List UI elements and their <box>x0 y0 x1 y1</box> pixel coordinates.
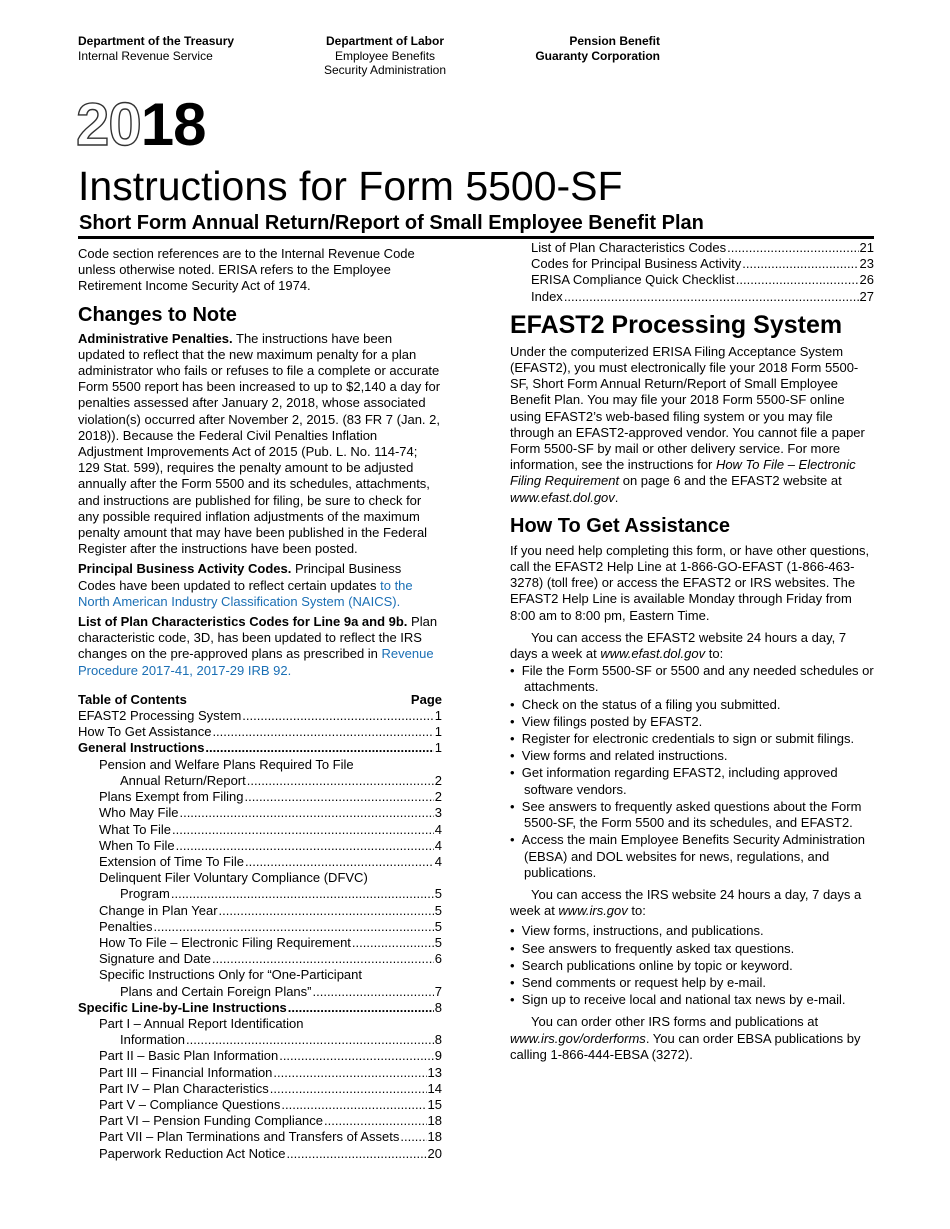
toc-entry-label: Part III – Financial Information <box>99 1064 273 1080</box>
toc-leader-dots <box>176 838 434 854</box>
toc-leader-dots <box>313 984 434 1000</box>
toc-leader-dots <box>219 903 434 919</box>
toc-entry[interactable] <box>78 1065 442 1081</box>
toc-leader-dots <box>273 1065 426 1081</box>
toc-entry[interactable] <box>78 1146 442 1162</box>
toc-entry-label: Codes for Principal Business Activity <box>531 256 742 272</box>
toc-entry-page: 21 <box>859 240 874 255</box>
toc-continued <box>510 240 874 305</box>
bullet-item <box>510 697 874 713</box>
bullet-text: Search publications online by topic or keyword. <box>521 957 793 973</box>
toc-entry-page: 20 <box>427 1145 442 1161</box>
order-text1: You can order other IRS forms and publications at <box>531 1014 819 1030</box>
toc-leader-dots <box>400 1129 426 1145</box>
toc-entry[interactable] <box>78 1000 442 1016</box>
plan-codes-paragraph <box>78 614 442 679</box>
agency-treasury-line2: Internal Revenue Service <box>78 48 213 63</box>
agency-labor-line1: Department of Labor <box>325 34 444 48</box>
agency-labor <box>300 34 470 78</box>
bullet-icon: • <box>510 798 522 814</box>
bullet-text: See answers to frequently asked tax questions. <box>521 940 795 956</box>
toc-entry-page: 6 <box>434 951 442 967</box>
toc-entry-page: 9 <box>434 1048 442 1064</box>
toc-entry-label: Delinquent Filer Voluntary Compliance (DFVC) <box>99 870 368 886</box>
toc-leader-dots <box>564 289 859 305</box>
efast-text1: Under the computerized ERISA Filing Acceptance System (EFAST2), you must electronically file your 2018 Form 5500-SF, Short Form Annual Return/Report of Small Employee Benefit Plan. You may file your 2018 Form 5500-SF online using EFAST2’s web-based filing system or you may file through an EFAST2-approved vendor. You cannot file a paper Form 5500-SF by mail or other delivery service. For more information, see the instructions for <box>510 343 865 473</box>
bullet-text: Access the main Employee Benefits Security Administration (EBSA) and DOL websites for news, regulations, and publications. <box>521 832 865 880</box>
bullet-item <box>510 799 874 831</box>
toc-entry-label: Specific Line-by-Line Instructions <box>78 999 287 1015</box>
tax-year-prefix: 20 <box>76 91 141 158</box>
toc-entry-page: 18 <box>427 1113 442 1129</box>
bullet-icon: • <box>510 663 522 679</box>
admin-penalties-lead: Administrative Penalties. <box>78 330 233 346</box>
efast-heading: EFAST2 Processing System <box>510 310 843 339</box>
toc-entry[interactable] <box>78 1113 442 1129</box>
toc-entry-label: How To Get Assistance <box>78 724 212 740</box>
bullet-icon: • <box>510 957 522 973</box>
toc-entry[interactable] <box>531 272 874 288</box>
toc-leader-dots <box>242 708 433 724</box>
toc-entry[interactable] <box>531 240 874 256</box>
toc-leader-dots <box>288 1000 434 1016</box>
order-url[interactable]: www.irs.gov/orderforms <box>510 1030 646 1046</box>
toc-entry-label: Part VI – Pension Funding Compliance <box>99 1113 324 1129</box>
efast-end: . <box>614 489 619 505</box>
toc-entry-label: Part VII – Plan Terminations and Transfers of Assets <box>99 1129 400 1145</box>
toc-entry-label: List of Plan Characteristics Codes <box>531 240 727 255</box>
agency-labor-line3: Security Administration <box>323 63 447 77</box>
toc-entry-label: Penalties <box>99 918 153 934</box>
toc-entry-page: 27 <box>859 288 874 304</box>
title-rule <box>78 236 874 239</box>
toc-leader-dots <box>352 935 434 951</box>
toc-entry-page: 8 <box>434 1032 442 1048</box>
efast-url[interactable]: www.efast.dol.gov <box>510 489 615 505</box>
toc-entry-page: 15 <box>427 1096 442 1112</box>
toc-entry-page: 8 <box>434 999 442 1015</box>
bullet-icon: • <box>510 696 522 712</box>
plan-codes-lead: List of Plan Characteristics Codes for Line 9a and 9b. <box>78 614 408 630</box>
toc-header <box>78 692 442 708</box>
toc-entry[interactable] <box>78 838 442 854</box>
agency-pbgc-line2: Guaranty Corporation <box>535 48 660 63</box>
toc-entry[interactable] <box>78 740 442 756</box>
toc-entry[interactable] <box>78 1081 442 1097</box>
pba-lead: Principal Business Activity Codes. <box>78 561 292 577</box>
toc-entry[interactable] <box>78 1016 442 1032</box>
bullet-text: Sign up to receive local and national tax news by e-mail. <box>521 992 846 1008</box>
toc-entry[interactable] <box>78 951 442 967</box>
bullet-item <box>510 958 874 974</box>
toc-entry[interactable] <box>78 903 442 919</box>
bullet-item <box>510 663 874 695</box>
bullet-item <box>510 975 874 991</box>
order-paragraph <box>510 1014 874 1063</box>
assist-heading: How To Get Assistance <box>510 514 731 537</box>
toc-entry-label: What To File <box>99 821 172 837</box>
toc-entry-label: When To File <box>99 837 175 853</box>
toc-leader-dots <box>324 1113 427 1129</box>
bullet-item <box>510 832 874 881</box>
toc-entry[interactable] <box>78 789 442 805</box>
toc-entry[interactable] <box>531 256 874 272</box>
efast-site-text1: You can access the EFAST2 website 24 hours a day, 7 days a week at <box>510 629 847 662</box>
bullet-item <box>510 714 874 730</box>
toc-leader-dots <box>186 1032 434 1048</box>
toc-entry-page: 26 <box>859 272 874 288</box>
toc-entry-label: Paperwork Reduction Act Notice <box>99 1145 286 1161</box>
page-title: Instructions for Form 5500-SF <box>78 163 623 209</box>
agency-pbgc-line1: Pension Benefit <box>569 34 660 48</box>
naics-link[interactable]: to the North American Industry Classification System (NAICS). <box>78 577 413 609</box>
bullet-icon: • <box>510 992 522 1008</box>
toc-entry-label: How To File – Electronic Filing Requirement <box>99 934 351 950</box>
toc-leader-dots <box>727 240 858 256</box>
toc-leader-dots <box>205 740 433 756</box>
bullet-text: Get information regarding EFAST2, including approved software vendors. <box>521 765 838 797</box>
pba-paragraph <box>78 561 442 610</box>
changes-heading: Changes to Note <box>78 303 237 326</box>
toc-entry[interactable] <box>78 1129 442 1145</box>
admin-penalties-text: The instructions have been updated to reflect that the new maximum penalty for a plan administrator who fails or refuses to file a complete or accurate Form 5500 report has been increased to up to $2,140 a day for penalties assessed after January 2, 2018, whose associated violation(s) occurred after November 2, 2015. (83 FR 7 (Jan. 2, 2018)). Because the Federal Civil Penalties Inflation Adjustment Improvements Act of 2015 (Pub. L. No. 114-74; 129 Stat. 599), requires the penalty amount to be adjusted annually after the Form 5500 and its schedules, attachments, and instructions are published for filing, be sure to check for any possible required inflation adjustments of the maximum penalty amount that may have been published in the Federal Register after the instructions have been posted. <box>78 330 441 557</box>
toc-leader-dots <box>742 256 858 272</box>
bullet-text: Send comments or request help by e-mail. <box>521 974 767 990</box>
toc-entry-label: ERISA Compliance Quick Checklist <box>531 272 735 288</box>
assist-paragraph: If you need help completing this form, or have other questions, call the EFAST2 Help Line at 1-866-GO-EFAST (1-866-463-3278) (toll free) or access the EFAST2 or IRS websites. The EFAST2 Help Line is available Monday through Friday from 8:00 am to 8:00 pm, Eastern Time. <box>510 542 870 623</box>
toc-entry[interactable] <box>78 1097 442 1113</box>
toc-entry-page: 14 <box>427 1080 442 1096</box>
toc-leader-dots <box>279 1048 434 1064</box>
irs-site-paragraph <box>510 887 874 919</box>
toc-entry-page: 2 <box>434 789 442 805</box>
toc-entry-label: Part II – Basic Plan Information <box>99 1048 279 1064</box>
toc-entry-label: Part IV – Plan Characteristics <box>99 1080 269 1096</box>
toc-entry-label: Who May File <box>99 805 179 821</box>
page-subtitle: Short Form Annual Return/Report of Small Employee Benefit Plan <box>79 212 704 234</box>
efast-text2: on page 6 and the EFAST2 website at <box>619 473 842 489</box>
intro-paragraph: Code section references are to the Internal Revenue Code unless otherwise noted. ERISA refers to the Employee Retirement Income Security Act of 1974. <box>78 246 415 294</box>
bullet-icon: • <box>510 748 522 764</box>
bullet-text: View forms and related instructions. <box>521 748 728 764</box>
toc-entry-label: Part V – Compliance Questions <box>99 1096 281 1112</box>
toc-entry-page: 4 <box>434 837 442 853</box>
toc-leader-dots <box>281 1097 426 1113</box>
toc-entry-label: Change in Plan Year <box>99 902 218 918</box>
toc-list <box>78 708 442 1162</box>
toc-entry[interactable] <box>78 886 442 902</box>
bullet-text: File the Form 5500-SF or 5500 and any needed schedules or attachments. <box>521 663 874 695</box>
efast-site-url[interactable]: www.efast.dol.gov <box>600 646 706 662</box>
bullet-text: View filings posted by EFAST2. <box>521 713 703 729</box>
toc-entry-page: 2 <box>434 772 442 788</box>
toc-entry-page: 1 <box>434 724 442 740</box>
agency-treasury-line1: Department of the Treasury <box>78 34 235 48</box>
toc-entry-label: Part I – Annual Report Identification <box>99 1015 304 1031</box>
toc-entry-label: Annual Return/Report <box>120 772 246 788</box>
bullet-text: Register for electronic credentials to sign or submit filings. <box>521 731 855 747</box>
right-column <box>510 240 874 1063</box>
toc-entry-page: 13 <box>427 1064 442 1080</box>
toc-leader-dots <box>270 1081 427 1097</box>
toc-entry-label: Specific Instructions Only for “One-Participant <box>99 967 362 983</box>
toc-entry[interactable] <box>78 805 442 821</box>
toc-entry-label: Index <box>531 288 563 304</box>
toc-entry-page: 4 <box>434 821 442 837</box>
toc-entry-page: 7 <box>434 983 442 999</box>
toc-entry[interactable] <box>78 1032 442 1048</box>
toc-entry[interactable] <box>78 724 442 740</box>
bullet-icon: • <box>510 765 522 781</box>
bullet-item <box>510 765 874 797</box>
toc-entry[interactable] <box>531 289 874 305</box>
toc-leader-dots <box>172 822 434 838</box>
toc-entry[interactable] <box>78 935 442 951</box>
toc-leader-dots <box>245 789 434 805</box>
toc-entry-label: EFAST2 Processing System <box>78 708 242 724</box>
toc-entry[interactable] <box>78 822 442 838</box>
toc-leader-dots <box>171 886 434 902</box>
toc-entry-label: Plans and Certain Foreign Plans” <box>120 983 312 999</box>
agency-pbgc <box>520 34 660 63</box>
toc-entry-page: 5 <box>434 886 442 902</box>
toc-entry-label: Signature and Date <box>99 951 212 967</box>
irs-site-url[interactable]: www.irs.gov <box>558 903 628 919</box>
bullet-icon: • <box>510 940 522 956</box>
bullet-item <box>510 748 874 764</box>
toc-page-heading: Page <box>410 691 442 707</box>
toc-entry-label: Information <box>120 1032 186 1048</box>
toc-entry-page: 3 <box>434 805 442 821</box>
bullet-icon: • <box>510 974 522 990</box>
toc-leader-dots <box>247 773 434 789</box>
plan-codes-text: Plan characteristic code, 3D, has been updated to reflect the IRS changes on the pre-approved plans as prescribed in <box>78 614 438 662</box>
order-text2: . You can order EBSA publications by calling 1-866-444-EBSA (3272). <box>510 1030 861 1062</box>
toc-entry-page: 4 <box>434 853 442 869</box>
toc-entry-label: Plans Exempt from Filing <box>99 789 244 805</box>
toc-entry-page: 5 <box>434 902 442 918</box>
bullet-item <box>510 731 874 747</box>
efast-site-paragraph <box>510 630 874 662</box>
bullet-text: View forms, instructions, and publications. <box>521 923 764 939</box>
toc-entry-page: 1 <box>434 708 442 724</box>
toc-leader-dots <box>212 951 434 967</box>
toc-entry-page: 23 <box>859 256 874 272</box>
toc-entry-label: Program <box>120 886 170 902</box>
toc-entry-page: 1 <box>434 740 442 756</box>
toc-entry[interactable] <box>78 984 442 1000</box>
irs-bullet-list <box>510 923 874 1008</box>
agency-labor-line2: Employee Benefits <box>334 48 436 63</box>
efast-site-text2: to: <box>705 646 724 662</box>
toc-entry[interactable] <box>78 757 442 773</box>
toc-leader-dots <box>736 272 859 288</box>
toc-leader-dots <box>153 919 433 935</box>
efast-paragraph <box>510 344 874 506</box>
bullet-text: Check on the status of a filing you submitted. <box>521 696 781 712</box>
toc-entry[interactable] <box>78 967 442 983</box>
toc-leader-dots <box>245 854 434 870</box>
toc-leader-dots <box>286 1146 426 1162</box>
bullet-item <box>510 992 874 1008</box>
bullet-icon: • <box>510 923 522 939</box>
toc-entry-page: 5 <box>434 934 442 950</box>
toc-entry-page: 5 <box>434 918 442 934</box>
bullet-item <box>510 923 874 939</box>
toc-entry[interactable] <box>78 870 442 886</box>
toc-leader-dots <box>179 805 433 821</box>
toc-entry-label: General Instructions <box>78 740 205 756</box>
bullet-icon: • <box>510 832 522 848</box>
irs-site-text2: to: <box>627 903 646 919</box>
bullet-item <box>510 941 874 957</box>
admin-penalties-paragraph <box>78 331 442 558</box>
bullet-icon: • <box>510 731 522 747</box>
efast-italic-ref: How To File – Electronic Filing Requirement <box>510 457 856 489</box>
left-column <box>78 246 442 1162</box>
efast-bullet-list <box>510 663 874 881</box>
pba-text: Principal Business Codes have been updated to reflect certain updates <box>78 561 402 593</box>
toc-entry[interactable] <box>78 919 442 935</box>
toc-leader-dots <box>212 724 433 740</box>
tax-year-suffix: 18 <box>140 91 206 158</box>
toc-heading: Table of Contents <box>78 691 187 707</box>
toc-entry[interactable] <box>78 854 442 870</box>
tax-year <box>76 90 206 160</box>
bullet-text: See answers to frequently asked questions about the Form 5500-SF, the Form 5500 and its schedules, and EFAST2. <box>521 798 862 831</box>
toc-entry-page: 18 <box>427 1129 442 1145</box>
revenue-procedure-link[interactable]: Revenue Procedure 2017-41, 2017-29 IRB 92. <box>78 646 434 678</box>
toc-entry[interactable] <box>78 773 442 789</box>
irs-site-text1: You can access the IRS website 24 hours a day, 7 days a week at <box>510 886 862 919</box>
toc-entry[interactable] <box>78 1048 442 1064</box>
bullet-icon: • <box>510 713 522 729</box>
toc-entry[interactable] <box>78 708 442 724</box>
agency-treasury <box>78 34 234 63</box>
toc-entry-label: Pension and Welfare Plans Required To File <box>99 756 354 772</box>
toc-entry-label: Extension of Time To File <box>99 853 244 869</box>
